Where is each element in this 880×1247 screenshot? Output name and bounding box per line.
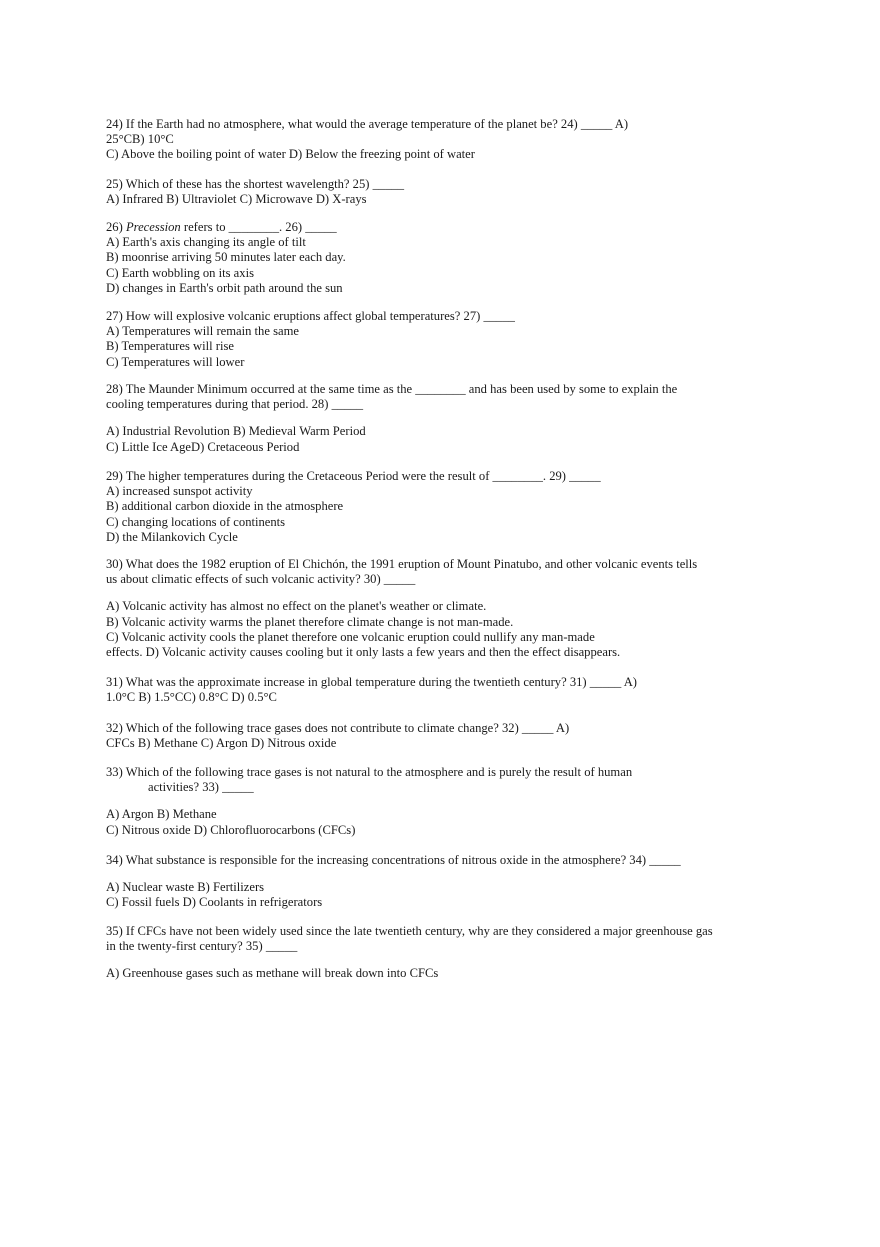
question-text: 33) Which of the following trace gases is not natural to the atmosphere and is purely the result of human [106,765,633,779]
question-number: 26) [106,220,126,234]
question-text: 29) The higher temperatures during the Cretaceous Period were the result of ________. 29) _____ [106,469,601,483]
answer-options: A) Argon B) Methane [106,807,217,822]
question-text: 35) If CFCs have not been widely used since the late twentieth century, why are they considered a major greenhouse gas [106,924,713,938]
question-28 [106,382,786,455]
question-text: cooling temperatures during that period. 28) _____ [106,397,364,412]
question-31 [106,675,786,705]
question-34 [106,853,786,911]
answer-options: effects. D) Volcanic activity causes cooling but it only lasts a few years and then the effect disappears. [106,645,621,660]
answer-options: A) Industrial Revolution B) Medieval Warm Period [106,424,366,439]
question-term: Precession [125,220,181,234]
answer-option-d: D) changes in Earth's orbit path around the sun [106,280,343,295]
answer-option-c: C) Earth wobbling on its axis [106,265,254,280]
question-26 [106,220,786,296]
question-text: 24) If the Earth had no atmosphere, what would the average temperature of the planet be? 24) _____ A) [106,117,629,131]
question-33 [106,765,786,838]
question-text: 25) Which of these has the shortest wavelength? 25) _____ [106,177,405,191]
answer-option-a: A) increased sunspot activity [106,484,253,499]
answer-options: A) Volcanic activity has almost no effect on the planet's weather or climate. [106,599,487,614]
answer-option-c: C) Temperatures will lower [106,354,245,369]
question-29 [106,469,786,545]
question-text: 27) How will explosive volcanic eruptions affect global temperatures? 27) _____ [106,309,515,323]
answer-option-b: B) moonrise arriving 50 minutes later each day. [106,250,346,265]
question-text: 31) What was the approximate increase in global temperature during the twentieth century? 31) _____ A) [106,675,637,689]
answer-options: C) Little Ice AgeD) Cretaceous Period [106,439,300,454]
answer-options: A) Infrared B) Ultraviolet C) Microwave D) X-rays [106,192,367,207]
answer-options: C) Above the boiling point of water D) Below the freezing point of water [106,147,475,162]
answer-option-a: A) Earth's axis changing its angle of tilt [106,235,306,250]
answer-option-b: B) additional carbon dioxide in the atmosphere [106,499,344,514]
question-25 [106,177,786,207]
question-30 [106,557,786,660]
answer-options: A) Nuclear waste B) Fertilizers [106,880,265,895]
question-text: 28) The Maunder Minimum occurred at the same time as the ________ and has been used by some to explain the [106,382,678,396]
question-35 [106,924,786,982]
answer-options: 1.0°C B) 1.5°CC) 0.8°C D) 0.5°C [106,690,277,705]
question-stem: refers to ________. 26) _____ [180,220,337,234]
answer-options: C) Nitrous oxide D) Chlorofluorocarbons (CFCs) [106,822,356,837]
answer-options: B) Volcanic activity warms the planet therefore climate change is not man-made. [106,614,514,629]
question-27 [106,309,786,370]
question-32 [106,721,786,751]
answer-options: CFCs B) Methane C) Argon D) Nitrous oxide [106,736,337,751]
question-text: activities? 33) _____ [148,780,254,795]
answer-option-a: A) Temperatures will remain the same [106,324,299,339]
question-text: 32) Which of the following trace gases does not contribute to climate change? 32) _____ A) [106,721,570,735]
question-24 [106,117,786,163]
question-text: 30) What does the 1982 eruption of El Chichón, the 1991 eruption of Mount Pinatubo, and other volcanic events tells [106,557,698,571]
question-text: 34) What substance is responsible for the increasing concentrations of nitrous oxide in the atmosphere? 34) _____ [106,853,681,867]
answer-options: 25°CB) 10°C [106,132,174,147]
question-text [106,220,786,235]
question-text: us about climatic effects of such volcanic activity? 30) _____ [106,572,416,587]
answer-options: C) Fossil fuels D) Coolants in refrigerators [106,895,323,910]
answer-option-c: C) changing locations of continents [106,514,286,529]
answer-options: C) Volcanic activity cools the planet therefore one volcanic eruption could nullify any man-made [106,629,595,644]
question-text: in the twenty-first century? 35) _____ [106,939,298,954]
answer-options: A) Greenhouse gases such as methane will break down into CFCs [106,966,439,981]
answer-option-d: D) the Milankovich Cycle [106,529,238,544]
answer-option-b: B) Temperatures will rise [106,339,234,354]
